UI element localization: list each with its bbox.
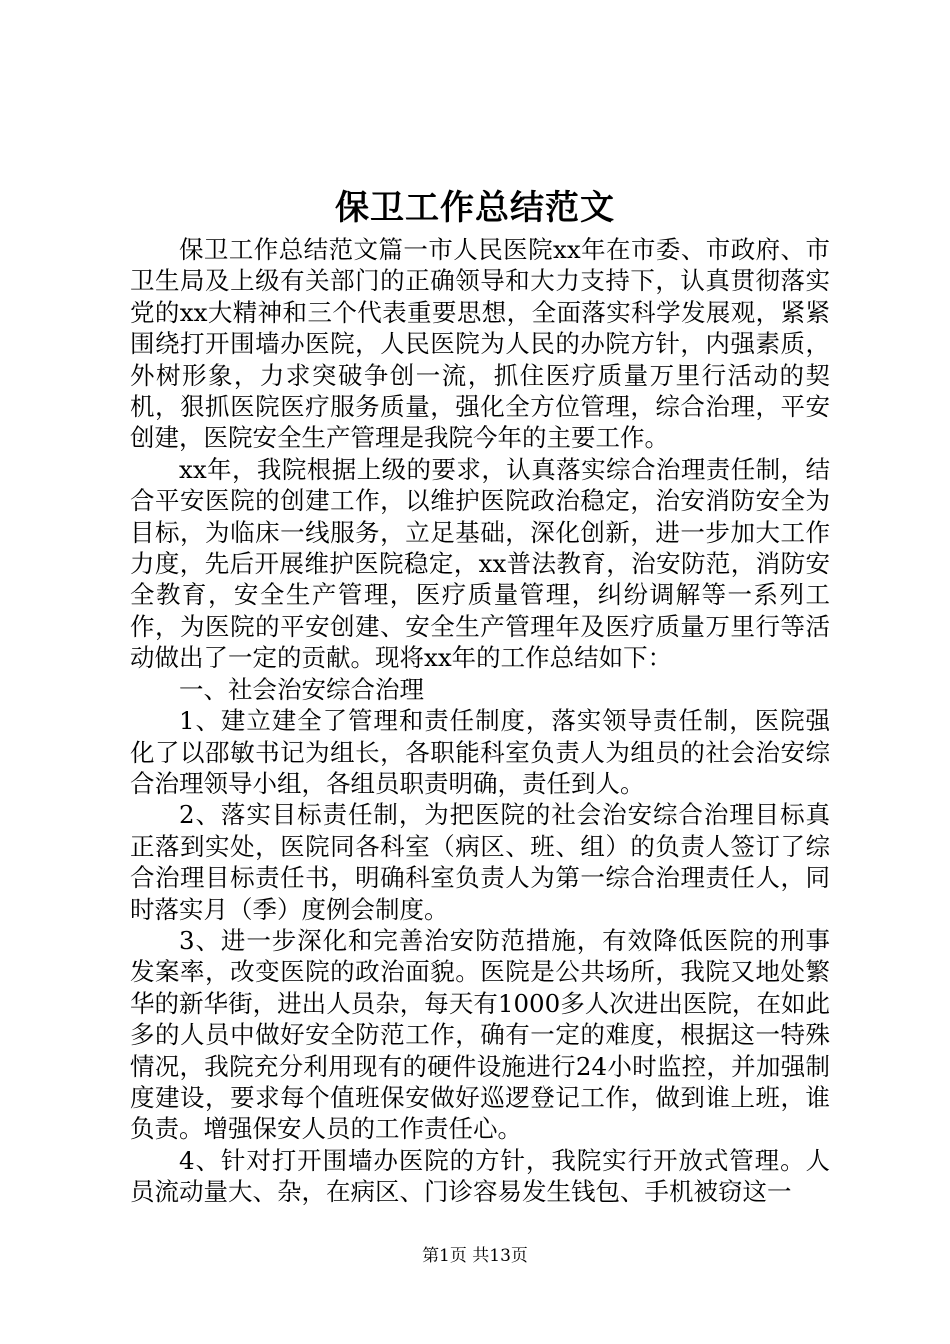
paragraph-item-4: 4、针对打开围墙办医院的方针，我院实行开放式管理。人员流动量大、杂，在病区、门诊容易发生钱包、手机被窃这一 <box>130 1145 830 1207</box>
section-heading: 一、社会治安综合治理 <box>179 674 424 704</box>
document-title: 保卫工作总结范文 <box>335 188 615 228</box>
page-number-footer: 第1页 共13页 <box>422 1246 528 1266</box>
paragraph-item-2: 2、落实目标责任制，为把医院的社会治安综合治理目标真正落到实处，医院同各科室（病区、班、组）的负责人签订了综合治理目标责任书，明确科室负责人为第一综合治理责任人，同时落实月（季）度例会制度。 <box>130 800 830 924</box>
paragraph-intro: 保卫工作总结范文篇一市人民医院xx年在市委、市政府、市卫生局及上级有关部门的正确领导和大力支持下，认真贯彻落实党的xx大精神和三个代表重要思想，全面落实科学发展观，紧紧围绕打开围墙办医院，人民医院为人民的办院方针，内强素质，外树形象，力求突破争创一流，抓住医疗质量万里行活动的契机，狠抓医院医疗服务质量，强化全方位管理，综合治理，平安创建，医院安全生产管理是我院今年的主要工作。 <box>130 235 830 453</box>
paragraph-item-1: 1、建立建全了管理和责任制度，落实领导责任制，医院强化了以邵敏书记为组长，各职能科室负责人为组员的社会治安综合治理领导小组，各组员职责明确，责任到人。 <box>130 706 830 798</box>
paragraph-item-3: 3、进一步深化和完善治安防范措施，有效降低医院的刑事发案率，改变医院的政治面貌。医院是公共场所，我院又地处繁华的新华街，进出人员杂，每天有1000多人次进出医院，在如此多的人员中做好安全防范工作，确有一定的难度，根据这一特殊情况，我院充分利用现有的硬件设施进行24小时监控，并加强制度建设，要求每个值班保安做好巡逻登记工作，做到谁上班，谁负责。增强保安人员的工作责任心。 <box>130 925 830 1144</box>
paragraph-overview: xx年，我院根据上级的要求，认真落实综合治理责任制，结合平安医院的创建工作，以维护医院政治稳定，治安消防安全为目标，为临床一线服务，立足基础，深化创新，进一步加大工作力度，先后开展维护医院稳定，xx普法教育，治安防范，消防安全教育，安全生产管理，医疗质量管理，纠纷调解等一系列工作，为医院的平安创建、安全生产管理年及医疗质量万里行等活动做出了一定的贡献。现将xx年的工作总结如下： <box>130 454 830 673</box>
document-body <box>130 234 830 1208</box>
